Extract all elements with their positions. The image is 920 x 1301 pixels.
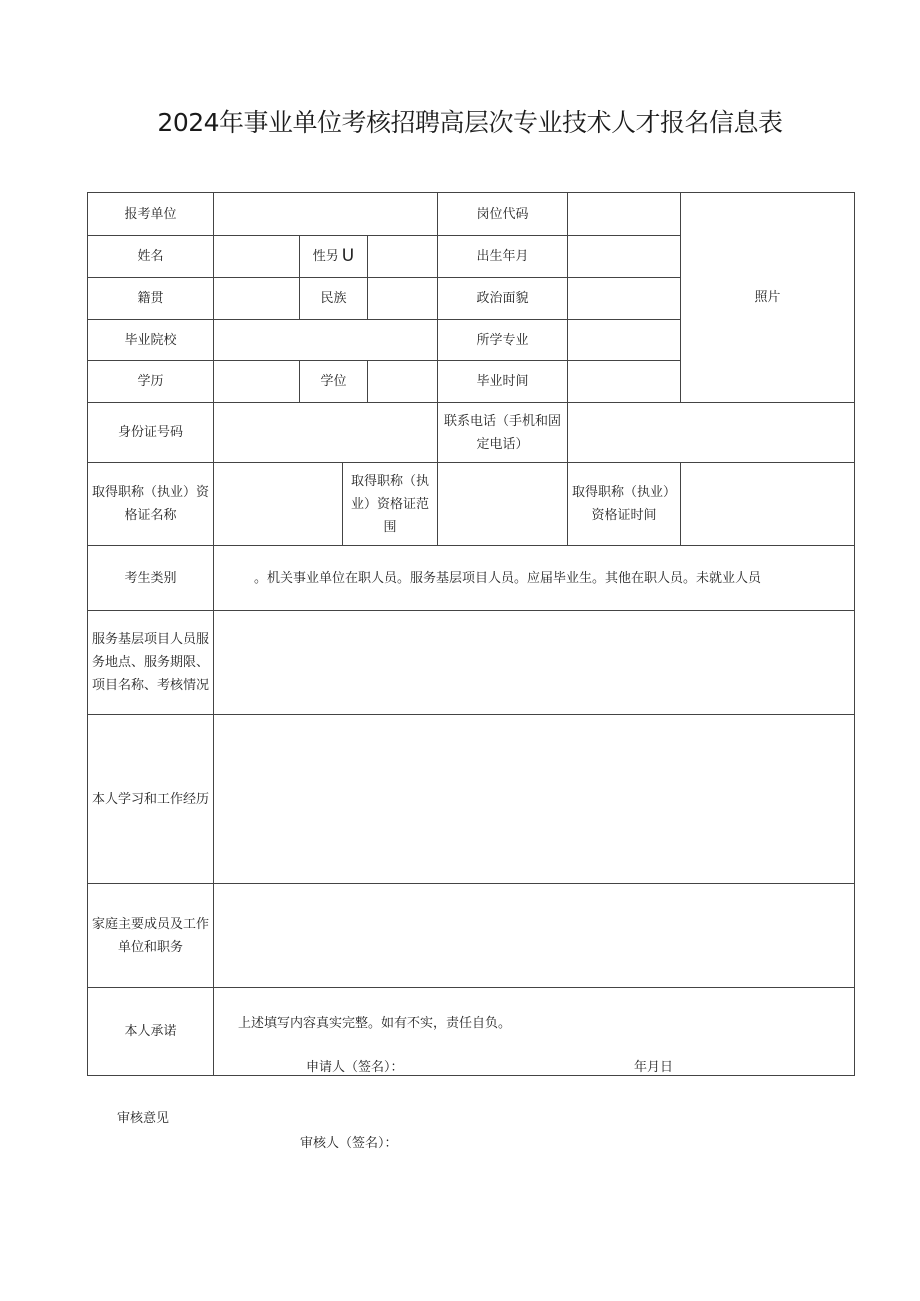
family-label: 家庭主要成员及工作单位和职务	[88, 884, 214, 988]
cert-name-label: 取得职称（执业）资格证名称	[88, 463, 214, 546]
major-field[interactable]	[568, 320, 681, 361]
school-label: 毕业院校	[88, 320, 214, 361]
experience-field[interactable]	[214, 715, 855, 884]
page-title: 2024年事业单位考核招聘高层次专业技术人才报名信息表	[157, 108, 783, 137]
experience-label: 本人学习和工作经历	[88, 715, 214, 884]
category-label: 考生类别	[88, 546, 214, 611]
registration-form	[87, 192, 855, 1076]
education-label: 学历	[88, 361, 214, 403]
cert-scope-field[interactable]	[438, 463, 568, 546]
unit-field[interactable]	[214, 193, 438, 236]
birth-field[interactable]	[568, 236, 681, 278]
gender-field[interactable]	[368, 236, 438, 278]
cert-name-field[interactable]	[214, 463, 343, 546]
id-number-label: 身份证号码	[88, 403, 214, 463]
gender-label	[300, 236, 368, 278]
applicant-signature-label: 申请人（签名）：	[306, 1060, 404, 1075]
photo-box[interactable]: 照片	[681, 193, 855, 403]
promise-text: 上述填写内容真实完整。如有不实，责任自负。	[238, 1016, 512, 1031]
reviewer-signature-label: 审核人（签名）：	[300, 1136, 398, 1151]
grassroots-label: 服务基层项目人员服务地点、服务期限、项目名称、考核情况	[88, 611, 214, 715]
ethnic-field[interactable]	[368, 278, 438, 320]
degree-label: 学位	[300, 361, 368, 403]
phone-field[interactable]	[568, 403, 855, 463]
post-code-label: 岗位代码	[438, 193, 568, 236]
gender-mark: U	[341, 246, 355, 266]
review-label: 审核意见	[117, 1111, 170, 1126]
gender-label-text: 性另	[312, 249, 339, 264]
promise-area	[214, 988, 855, 1076]
native-field[interactable]	[214, 278, 300, 320]
grad-time-field[interactable]	[568, 361, 681, 403]
cert-time-label: 取得职称（执业）资格证时间	[568, 463, 681, 546]
grad-time-label: 毕业时间	[438, 361, 568, 403]
post-code-field[interactable]	[568, 193, 681, 236]
major-label: 所学专业	[438, 320, 568, 361]
name-label: 姓名	[88, 236, 214, 278]
family-field[interactable]	[214, 884, 855, 988]
cert-scope-label: 取得职称（执业）资格证范围	[343, 463, 438, 546]
promise-label: 本人承诺	[88, 988, 214, 1076]
phone-label: 联系电话（手机和固定电话）	[438, 403, 568, 463]
grassroots-field[interactable]	[214, 611, 855, 715]
ethnic-label: 民族	[300, 278, 368, 320]
political-label: 政治面貌	[438, 278, 568, 320]
degree-field[interactable]	[368, 361, 438, 403]
school-field[interactable]	[214, 320, 438, 361]
category-options[interactable]: 。机关事业单位在职人员。服务基层项目人员。应届毕业生。其他在职人员。未就业人员	[214, 546, 855, 611]
unit-label: 报考单位	[88, 193, 214, 236]
name-field[interactable]	[214, 236, 300, 278]
political-field[interactable]	[568, 278, 681, 320]
native-label: 籍贯	[88, 278, 214, 320]
education-field[interactable]	[214, 361, 300, 403]
birth-label: 出生年月	[438, 236, 568, 278]
cert-time-field[interactable]	[681, 463, 855, 546]
id-number-field[interactable]	[214, 403, 438, 463]
promise-date-label: 年月日	[634, 1060, 674, 1075]
